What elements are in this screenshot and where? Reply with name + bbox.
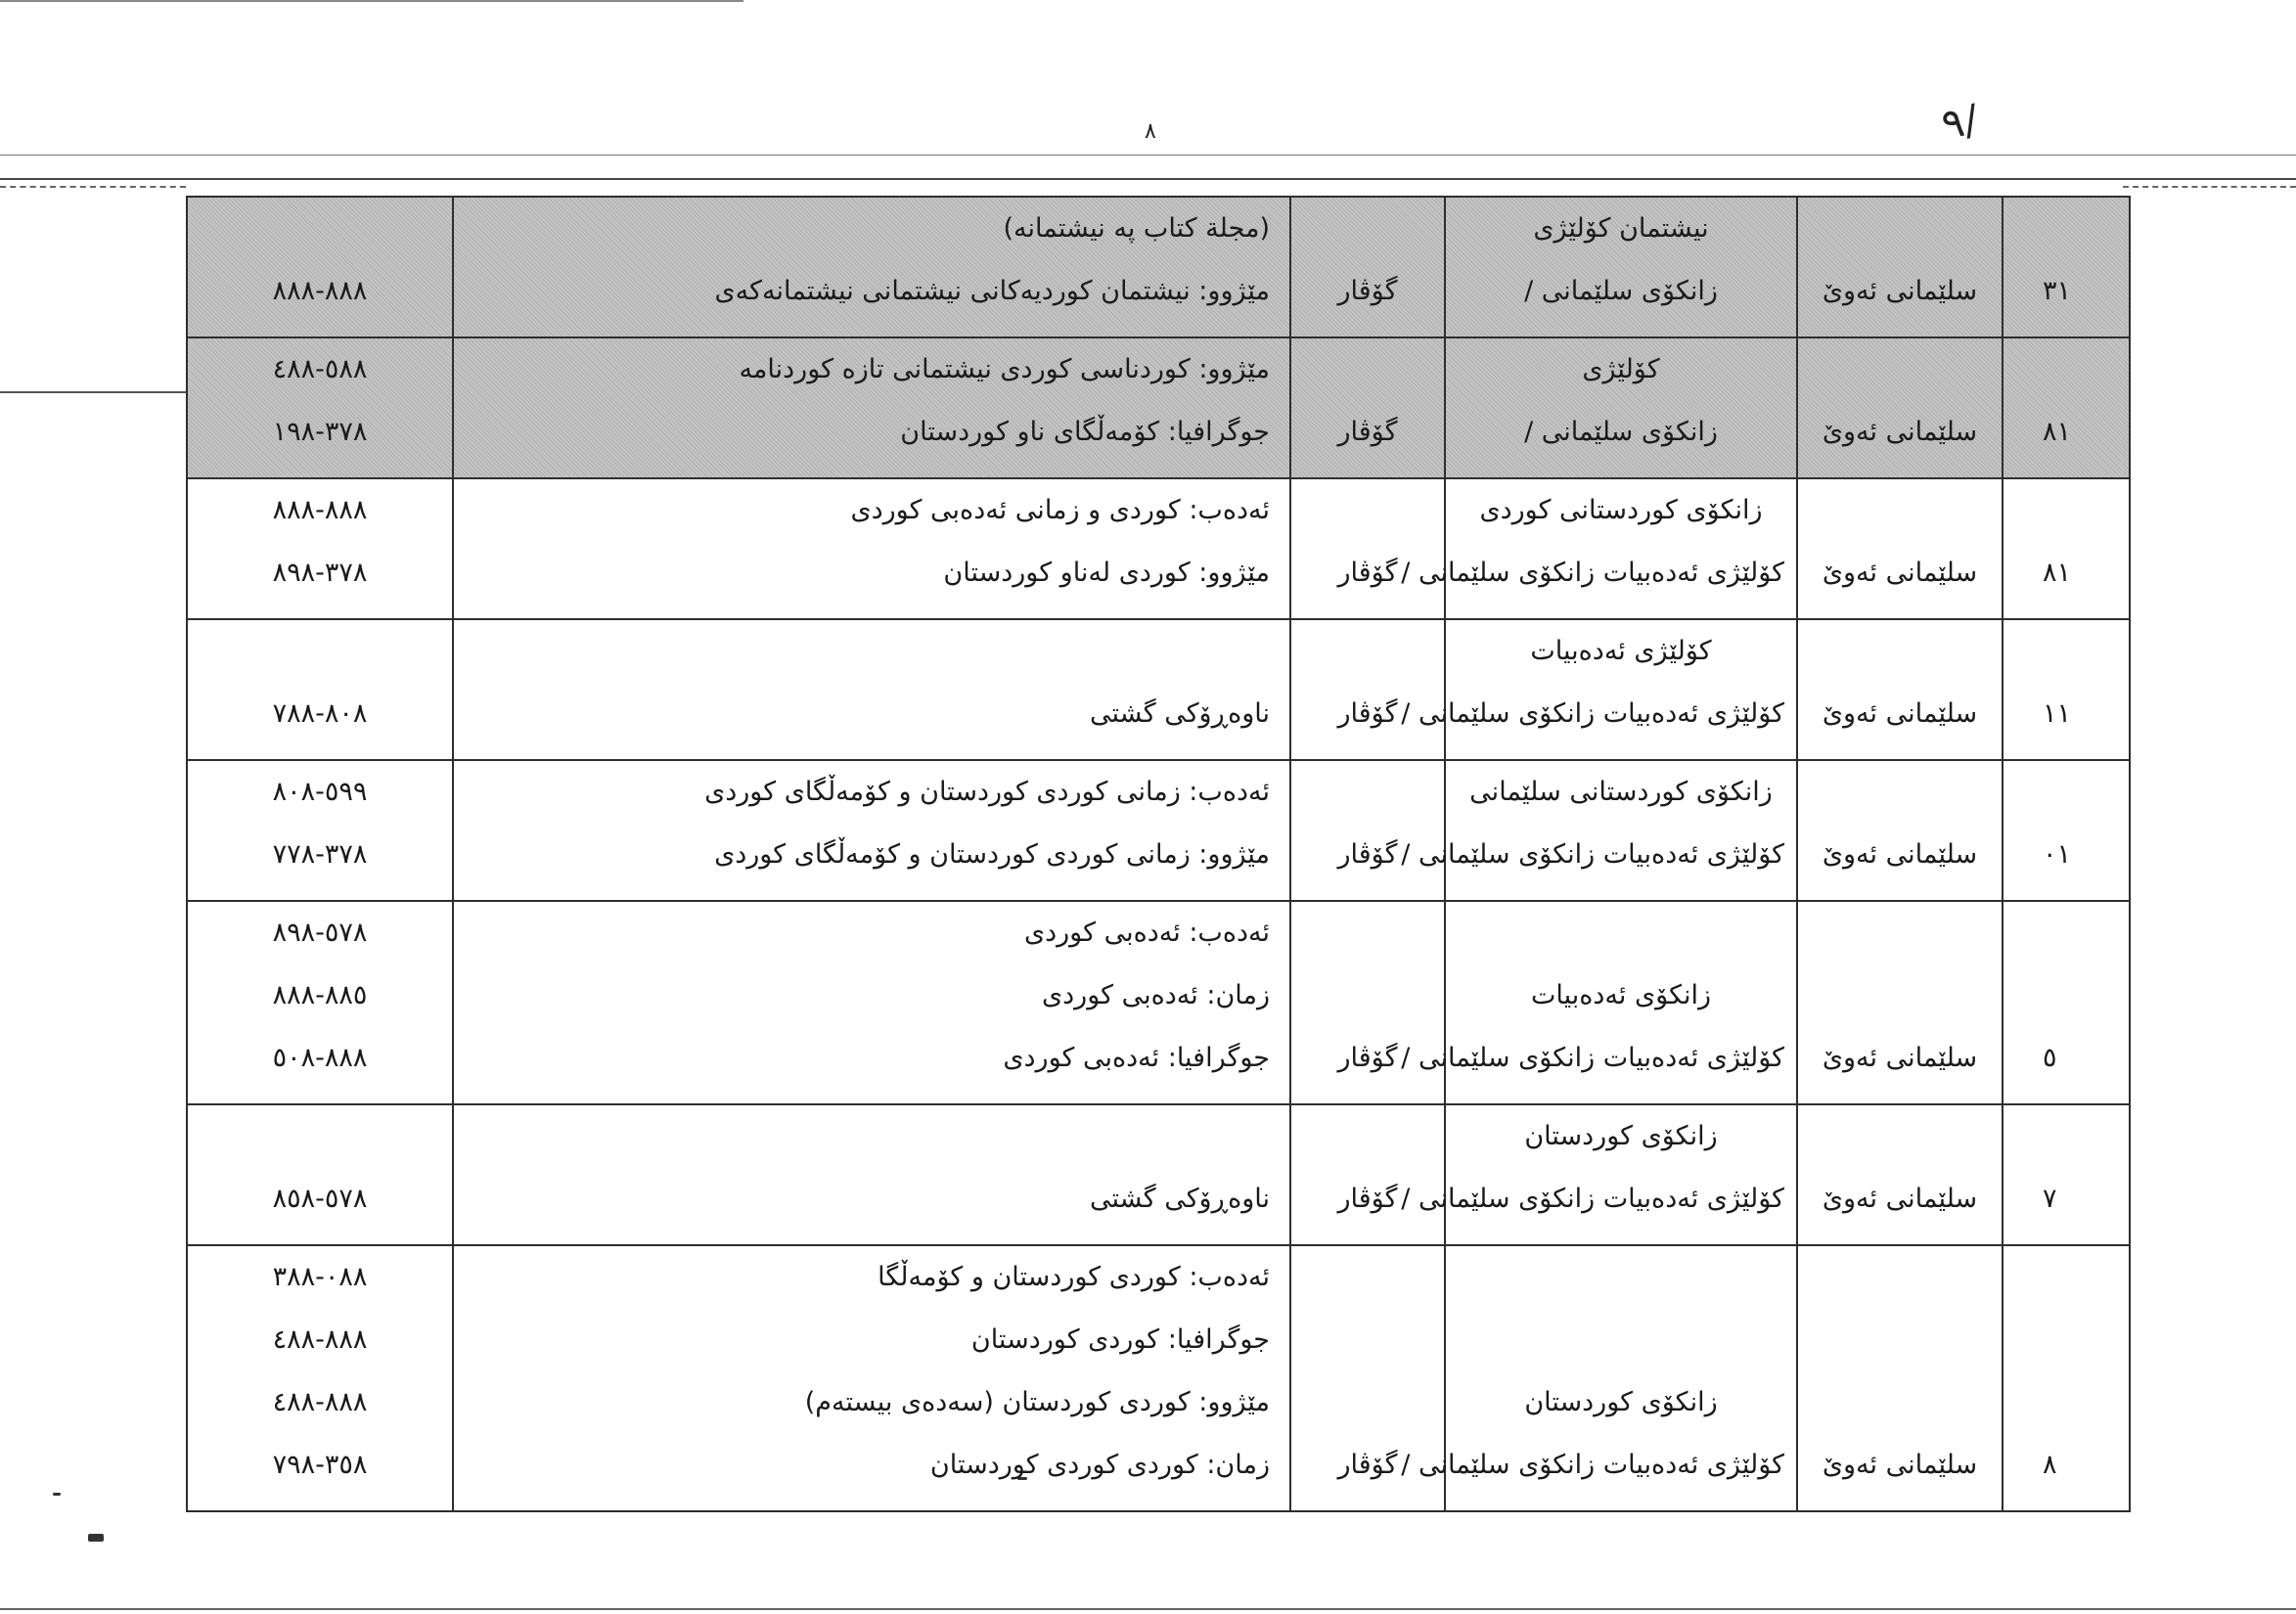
title-line: زانکۆی کوردستانی کوردی	[1479, 495, 1763, 525]
subject-cell	[453, 197, 1290, 337]
subject-line: مێژوو: کوردی کوردستان (سەدەی بیستەم)	[804, 1387, 1270, 1417]
publication-type-value: گۆڤار	[1337, 1450, 1398, 1480]
title-line: کۆلێژی ئەدەبیات زانکۆی سلێمانی /	[1401, 558, 1784, 588]
page-range-line: ٥٨٨-٤٨٨	[272, 354, 368, 384]
location-value: سلێمانی ئەوێ	[1822, 698, 1978, 729]
table-row	[187, 1104, 2130, 1245]
title-line: زانکۆی کوردستانی سلێمانی	[1469, 777, 1773, 807]
subject-line: مێژوو: زمانی کوردی کوردستان و کۆمەڵگای کوردی	[714, 839, 1270, 870]
page-range-line: ٣٥٨-٧٩٨	[272, 1450, 368, 1480]
title-cell	[1401, 1245, 1797, 1511]
title-cell	[1401, 901, 1797, 1104]
page-range-line: ٨٨٨-٤٨٨	[272, 1387, 368, 1417]
subject-line: جوگرافیا: کوردی کوردستان	[970, 1324, 1270, 1355]
location-cell	[1797, 901, 2003, 1104]
page-range-line: ٥٧٨-٨٩٨	[272, 918, 368, 948]
issue-number-cell	[2003, 619, 2130, 760]
title-line: زانکۆی کوردستان	[1524, 1387, 1718, 1417]
page-range-line: ٨٨٥-٨٨٨	[272, 980, 368, 1010]
title-cell	[1401, 760, 1797, 901]
page-range-line: ٥٩٩-٨٠٨	[272, 777, 368, 807]
publication-type-value: گۆڤار	[1337, 1184, 1398, 1214]
title-line: زانکۆی سلێمانی /	[1524, 417, 1718, 447]
issue-number-value: ١١	[2043, 698, 2072, 729]
title-line: کۆلێژی ئەدەبیات زانکۆی سلێمانی /	[1401, 839, 1784, 870]
issue-number-value: ٠١	[2043, 839, 2072, 870]
subject-line: مێژوو: نیشتمان کوردیەکانی نیشتمانی نیشتمانەکەی	[714, 276, 1270, 306]
issue-number-cell	[2003, 901, 2130, 1104]
issue-number-cell	[2003, 760, 2130, 901]
table-row	[187, 337, 2130, 478]
page-range-cell	[187, 619, 453, 760]
subject-line: ناوەڕۆکی گشتی	[1090, 1184, 1270, 1214]
title-cell	[1401, 619, 1797, 760]
issue-number-value: ٨١	[2043, 558, 2072, 588]
subject-cell	[453, 901, 1290, 1104]
records-table	[186, 196, 2131, 1512]
publication-type-cell	[1290, 337, 1445, 478]
subject-cell	[453, 619, 1290, 760]
table-row	[187, 760, 2130, 901]
page-range-cell	[187, 760, 453, 901]
table-row	[187, 901, 2130, 1104]
subject-line: زمان: ئەدەبی کوردی	[1042, 980, 1270, 1010]
title-cell	[1445, 197, 1797, 337]
title-line: کۆلێژی ئەدەبیات زانکۆی سلێمانی /	[1401, 1450, 1784, 1480]
issue-number-cell	[2003, 337, 2130, 478]
page-range-cell	[187, 901, 453, 1104]
issue-number-cell	[2003, 1104, 2130, 1245]
scan-dash-left	[0, 186, 186, 190]
publication-type-value: گۆڤار	[1337, 276, 1398, 306]
issue-number-value: ٨	[2043, 1450, 2057, 1480]
subject-line: ناوەڕۆکی گشتی	[1090, 698, 1270, 729]
publication-type-value: گۆڤار	[1337, 417, 1398, 447]
title-line: زانکۆی سلێمانی /	[1524, 276, 1718, 306]
title-cell	[1445, 337, 1797, 478]
title-line: زانکۆی کوردستان	[1524, 1121, 1718, 1151]
page-range-line: ٣٧٨-٨٩٨	[272, 558, 368, 588]
page-range-cell	[187, 478, 453, 619]
top-rule-right	[0, 178, 2296, 180]
publication-type-cell	[1290, 197, 1445, 337]
location-cell	[1797, 337, 2003, 478]
scan-dash-right	[2123, 186, 2296, 190]
title-cell	[1401, 478, 1797, 619]
publication-type-value: گۆڤار	[1337, 558, 1398, 588]
title-line: کۆلێژی ئەدەبیات زانکۆی سلێمانی /	[1401, 698, 1784, 729]
page-range-line: ٠٨٨-٣٨٨	[272, 1262, 368, 1292]
page-range-line: ٨٨٨-٤٨٨	[272, 1324, 368, 1355]
location-value: سلێمانی ئەوێ	[1822, 558, 1978, 588]
location-cell	[1797, 619, 2003, 760]
bottom-rule	[0, 1608, 2296, 1610]
issue-number-value: ٣١	[2043, 276, 2072, 306]
issue-number-value: ٧	[2043, 1184, 2057, 1214]
subject-line: جوگرافیا: کۆمەڵگای ناو کوردستان	[900, 417, 1270, 447]
subject-line: ئەدەب: کوردی و زمانی ئەدەبی کوردی	[850, 495, 1270, 525]
subject-cell	[453, 1104, 1290, 1245]
page-range-line: ٥٧٨-٨٥٨	[272, 1184, 368, 1214]
publication-type-value: گۆڤار	[1337, 698, 1398, 729]
subject-cell	[453, 478, 1290, 619]
location-value: سلێمانی ئەوێ	[1822, 839, 1978, 870]
location-value: سلێمانی ئەوێ	[1822, 1043, 1978, 1073]
subject-line: ئەدەب: کوردی کوردستان و کۆمەڵگا	[878, 1262, 1270, 1292]
title-line: کۆلێژی ئەدەبیات	[1530, 636, 1712, 666]
page-range-cell	[187, 1104, 453, 1245]
title-line: کۆلێژی	[1582, 354, 1660, 384]
location-value: سلێمانی ئەوێ	[1822, 1184, 1978, 1214]
location-cell	[1797, 760, 2003, 901]
location-value: سلێمانی ئەوێ	[1822, 1450, 1978, 1480]
title-line: کۆلێژی ئەدەبیات زانکۆی سلێمانی /	[1401, 1043, 1784, 1073]
title-line: نیشتمان کۆلێژی	[1533, 213, 1709, 244]
page-number-mark: ٨	[1145, 119, 1156, 144]
scan-speck	[88, 1534, 104, 1542]
top-rule-left	[0, 155, 2296, 156]
issue-number-cell	[2003, 197, 2130, 337]
title-line: زانکۆی ئەدەبیات	[1530, 980, 1712, 1010]
subject-line: ئەدەب: ئەدەبی کوردی	[1023, 918, 1270, 948]
subject-cell	[453, 760, 1290, 901]
issue-number-cell	[2003, 1245, 2130, 1511]
location-cell	[1797, 1104, 2003, 1245]
location-cell	[1797, 1245, 2003, 1511]
subject-line: زمان: کوردی کوردی کوردستان	[929, 1450, 1270, 1480]
page-range-cell	[187, 197, 453, 337]
subject-cell	[453, 337, 1290, 478]
table-row	[187, 1245, 2130, 1511]
location-cell	[1797, 197, 2003, 337]
location-value: سلێمانی ئەوێ	[1822, 417, 1978, 447]
page-range-cell	[187, 337, 453, 478]
page-range-line: ٨٨٨-٨٨٨	[272, 495, 368, 525]
publication-type-value: گۆڤار	[1337, 839, 1398, 870]
subject-line: مێژوو: کوردی لەناو کوردستان	[943, 558, 1270, 588]
scan-speck	[53, 1493, 61, 1496]
title-cell	[1401, 1104, 1797, 1245]
subject-line: (مجلة کتاب پە نیشتمانە)	[1003, 213, 1270, 244]
issue-number-cell	[2003, 478, 2130, 619]
top-edge	[0, 0, 743, 2]
location-cell	[1797, 478, 2003, 619]
corner-handwritten-note: ٩/	[1938, 95, 1982, 149]
subject-line: ئەدەب: زمانی کوردی کوردستان و کۆمەڵگای کوردی	[704, 777, 1270, 807]
page-range-line: ٣٧٨-١٩٨	[272, 417, 368, 447]
title-line: کۆلێژی ئەدەبیات زانکۆی سلێمانی /	[1401, 1184, 1784, 1214]
subject-line: مێژوو: کوردناسی کوردی نیشتمانی تازە کوردنامە	[739, 354, 1270, 384]
subject-cell	[453, 1245, 1290, 1511]
table-row	[187, 197, 2130, 337]
page-range-line: ٨٨٨-٥٠٨	[272, 1043, 368, 1073]
page-range-line: ٣٧٨-٧٧٨	[272, 839, 368, 870]
issue-number-value: ٨١	[2043, 417, 2072, 447]
page-range-line: ٨٨٨-٨٨٨	[272, 276, 368, 306]
location-value: سلێمانی ئەوێ	[1822, 276, 1978, 306]
table-row	[187, 478, 2130, 619]
publication-type-value: گۆڤار	[1337, 1043, 1398, 1073]
subject-line: جوگرافیا: ئەدەبی کوردی	[1003, 1043, 1270, 1073]
table-row	[187, 619, 2130, 760]
side-rule-left	[0, 391, 186, 393]
page-range-line: ٨٠٨-٧٨٨	[272, 698, 368, 729]
page-range-cell	[187, 1245, 453, 1511]
issue-number-value: ٥	[2043, 1043, 2057, 1073]
